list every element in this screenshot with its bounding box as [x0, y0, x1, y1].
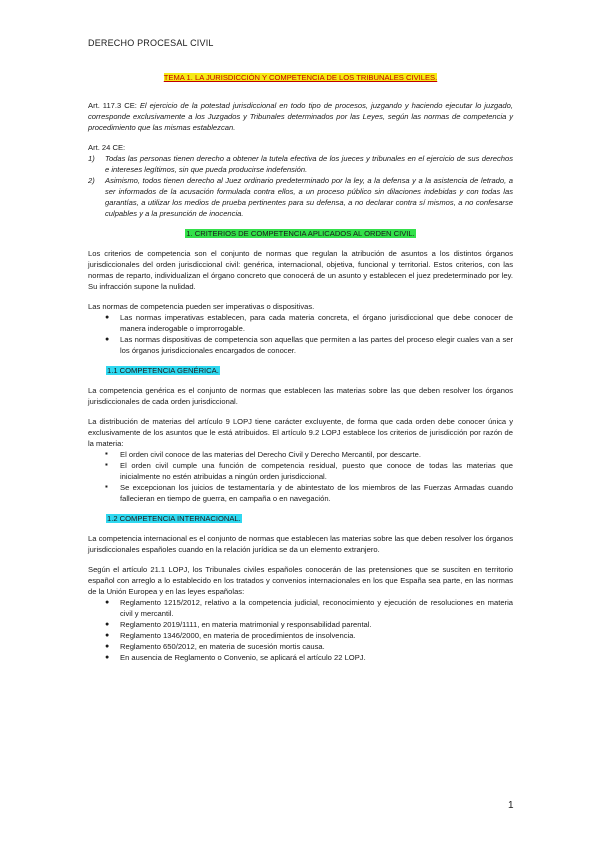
section-1-1-paragraph: La competencia genérica es el conjunto de normas que establecen las materias sobre las que deben resolver los órganos jurisdiccionales de cada orden jurisdiccional.	[88, 386, 513, 406]
section-1-1-bullets	[88, 449, 513, 504]
list-item: ▪ Se excepcionan los juicios de testamentaría y de abintestato de los miembros de las Fuerzas Armadas cuando fallecieran en tiempo de guerra, en campaña o en navegación.	[105, 482, 513, 503]
art117-text: El ejercicio de la potestad jurisdiccional en todo tipo de procesos, juzgando y haciendo ejecutar lo juzgado, corresponde exclusivamente a los Juzgados y Tribunales determinados por las Leyes, según las normas de competencia y procedimiento que las mismas establezcan.	[88, 101, 513, 132]
section-1-2-paragraph: La competencia internacional es el conjunto de normas que establecen las materias sobre las que deben resolver los órganos jurisdiccionales españoles cuando en la relación jurídica se da un elemento extranjero.	[88, 534, 513, 554]
list-item: ▪ El orden civil cumple una función de competencia residual, puesto que conoce de todas las materias que inicialmente no estén atribuidas a ningún orden jurisdiccional.	[105, 460, 513, 481]
section-1-paragraph-2: Las normas de competencia pueden ser imperativas o dispositivas.	[88, 302, 315, 311]
list-item: ● En ausencia de Reglamento o Convenio, se aplicará el artículo 22 LOPJ.	[105, 653, 366, 662]
section-1-1-paragraph-2: La distribución de materias del artículo 9 LOPJ tiene carácter excluyente, de forma que cada orden debe conocer única y exclusivamente de los asuntos que le está atribuidos. El artículo 9.2 LOPJ establece los criterios de jurisdicción por razón de la materia:	[88, 417, 513, 448]
section-1-1-heading: 1.1 COMPETENCIA GENÉRICA.	[107, 366, 219, 375]
list-item: ● Reglamento 2019/1111, en materia matrimonial y responsabilidad parental.	[105, 620, 372, 629]
section-1-bullets	[88, 312, 513, 356]
bullet-icon: ●	[105, 654, 110, 661]
list-item: 2) Asimismo, todos tienen derecho al Juez ordinario predeterminado por la ley, a la defensa y a la asistencia de letrado, a ser informados de la acusación formulada contra ellos, a un proceso público sin dilaciones indebidas y con todas las garantías, a utilizar los medios de prueba pertinentes para su defensa, a no declarar contra sí mismos, a no confesarse culpables y a la presunción de inocencia.	[88, 176, 513, 218]
section-1-paragraph: Los criterios de competencia son el conjunto de normas que regulan la atribución de asuntos a los distintos órganos jurisdiccionales del orden jurisdiccional civil: genérica, internacional, objetiva, funcional y territorial. Estos criterios, con las normas de reparto, individualizan el órgano concreto que conocerá de un asunto y establecen el juez predeterminado por ley. Su infracción supone la nulidad.	[88, 249, 513, 291]
list-item: ● Reglamento 1346/2000, en materia de procedimientos de insolvencia.	[105, 631, 356, 640]
art24-list	[88, 153, 513, 219]
list-item: ● Las normas dispositivas de competencia son aquellas que permiten a las partes del proceso elegir cuales van a ser los órganos jurisdiccionales encargados de conocer.	[105, 335, 513, 355]
page-number: 1	[508, 800, 514, 811]
art117-paragraph	[88, 100, 513, 133]
square-bullet-icon: ▪	[105, 449, 108, 458]
list-item: ● Reglamento 650/2012, en materia de sucesión mortis causa.	[105, 642, 325, 651]
page-content	[88, 72, 513, 663]
section-1-2-paragraph-2: Según el artículo 21.1 LOPJ, los Tribunales civiles españoles conocerán de las pretensiones que se susciten en territorio español con arreglo a lo establecido en los tratados y convenios internacionales en los que España sea parte, en las normas de la Unión Europea y en las leyes españolas:	[88, 565, 513, 596]
bullet-icon: ●	[105, 621, 110, 628]
list-item: 1) Todas las personas tienen derecho a obtener la tutela efectiva de los jueces y tribunales en el ejercicio de sus derechos e intereses legítimos, sin que pueda producirse indefensión.	[88, 154, 513, 174]
bullet-icon: ●	[105, 314, 110, 321]
square-bullet-icon: ▪	[105, 482, 108, 491]
section-1-2-heading: 1.2 COMPETENCIA INTERNACIONAL.	[107, 514, 241, 523]
tema-title: TEMA 1. LA JURISDICCIÓN Y COMPETENCIA DE LOS TRIBUNALES CIVILES.	[163, 73, 438, 82]
art117-label: Art. 117.3 CE:	[88, 101, 137, 110]
section-1-heading: 1. CRITERIOS DE COMPETENCIA APLICADOS AL ORDEN CIVIL.	[186, 229, 415, 238]
section-1-2-bullets	[88, 597, 513, 663]
square-bullet-icon: ▪	[105, 460, 108, 469]
bullet-icon: ●	[105, 599, 110, 606]
bullet-icon: ●	[105, 336, 110, 343]
list-item: ● Las normas imperativas establecen, para cada materia concreta, el órgano jurisdiccional que debe conocer de manera inderogable o improrrogable.	[105, 313, 513, 333]
list-item: ▪ El orden civil conoce de las materias del Derecho Civil y Derecho Mercantil, por descarte.	[105, 449, 421, 459]
bullet-icon: ●	[105, 632, 110, 639]
page-header: DERECHO PROCESAL CIVIL	[88, 38, 214, 48]
art24-label: Art. 24 CE:	[88, 143, 126, 152]
bullet-icon: ●	[105, 643, 110, 650]
list-item: ● Reglamento 1215/2012, relativo a la competencia judicial, reconocimiento y ejecución de resoluciones en materia civil y mercantil.	[105, 598, 513, 618]
